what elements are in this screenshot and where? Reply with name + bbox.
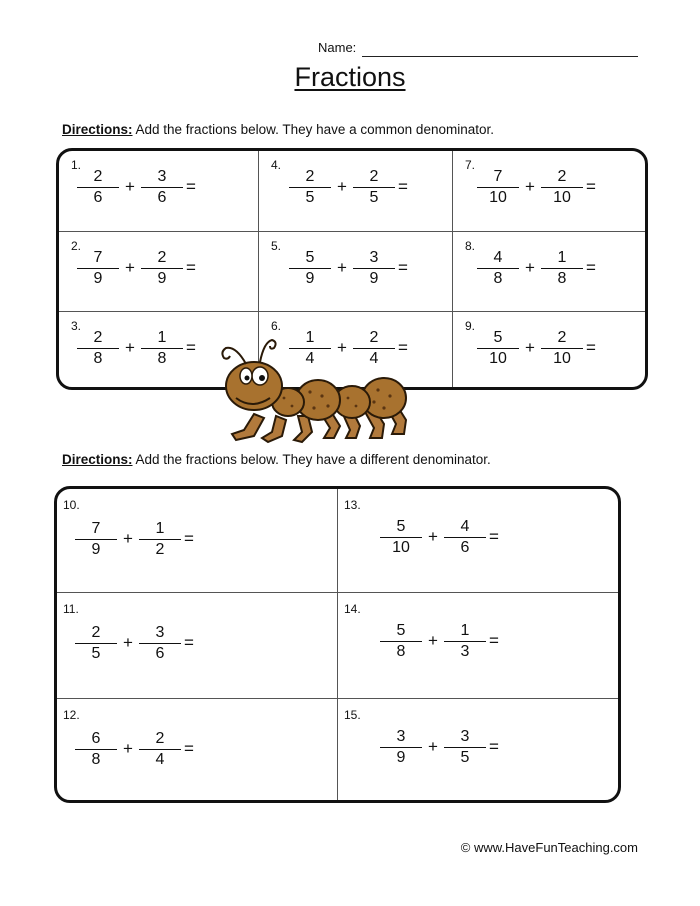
directions-1 <box>62 122 494 137</box>
problem-cell <box>338 489 618 593</box>
problem-cell <box>338 699 618 800</box>
fraction <box>353 167 395 207</box>
fraction-expression <box>380 621 532 661</box>
problem-number: 7. <box>465 158 476 172</box>
fraction <box>444 517 486 557</box>
numerator: 7 <box>93 249 103 266</box>
denominator: 3 <box>460 643 470 660</box>
fraction <box>541 248 583 288</box>
answer-blank[interactable] <box>199 258 229 278</box>
problem-cell <box>57 489 338 593</box>
answer-blank[interactable] <box>197 529 227 549</box>
denominator: 6 <box>157 189 167 206</box>
equals-sign: = <box>398 177 408 196</box>
fraction <box>77 248 119 288</box>
numerator: 2 <box>369 168 379 185</box>
fraction-expression <box>75 519 227 559</box>
problem-number: 1. <box>71 158 82 172</box>
answer-blank[interactable] <box>599 177 629 197</box>
fraction-expression <box>289 167 441 207</box>
fraction-expression <box>380 517 532 557</box>
answer-blank[interactable] <box>599 258 629 278</box>
numerator: 2 <box>305 168 315 185</box>
numerator: 2 <box>91 624 101 641</box>
plus-sign: + <box>525 177 535 196</box>
numerator: 2 <box>93 329 103 346</box>
plus-sign: + <box>123 633 133 652</box>
denominator: 8 <box>93 350 103 367</box>
numerator: 4 <box>493 249 503 266</box>
numerator: 5 <box>305 249 315 266</box>
denominator: 10 <box>553 350 571 367</box>
denominator: 5 <box>91 645 101 662</box>
numerator: 2 <box>155 730 165 747</box>
plus-sign: + <box>337 177 347 196</box>
denominator: 2 <box>155 541 165 558</box>
numerator: 2 <box>557 329 567 346</box>
fraction <box>75 623 117 663</box>
numerator: 1 <box>157 329 167 346</box>
denominator: 8 <box>157 350 167 367</box>
numerator: 7 <box>493 168 503 185</box>
fraction <box>141 328 183 368</box>
plus-sign: + <box>125 258 135 277</box>
fraction <box>477 328 519 368</box>
equals-sign: = <box>184 739 194 758</box>
page-title: Fractions <box>294 62 406 92</box>
denominator: 4 <box>369 350 379 367</box>
numerator: 5 <box>396 622 406 639</box>
copyright-footer: © www.HaveFunTeaching.com <box>460 840 638 855</box>
name-input-line[interactable] <box>362 56 638 57</box>
fraction <box>477 167 519 207</box>
equals-sign: = <box>184 633 194 652</box>
fraction <box>289 248 331 288</box>
plus-sign: + <box>123 739 133 758</box>
plus-sign: + <box>428 737 438 756</box>
problem-number: 5. <box>271 239 282 253</box>
numerator: 2 <box>93 168 103 185</box>
fraction <box>541 328 583 368</box>
denominator: 9 <box>93 270 103 287</box>
equals-sign: = <box>186 177 196 196</box>
plus-sign: + <box>125 338 135 357</box>
denominator: 5 <box>369 189 379 206</box>
numerator: 5 <box>493 329 503 346</box>
numerator: 1 <box>460 622 470 639</box>
problem-number: 10. <box>63 498 80 512</box>
denominator: 10 <box>553 189 571 206</box>
name-label: Name: <box>318 40 357 55</box>
answer-blank[interactable] <box>411 338 441 358</box>
problem-number: 12. <box>63 708 80 722</box>
fraction <box>380 727 422 767</box>
equals-sign: = <box>398 258 408 277</box>
denominator: 9 <box>157 270 167 287</box>
plus-sign: + <box>337 258 347 277</box>
fraction <box>141 167 183 207</box>
denominator: 4 <box>155 751 165 768</box>
fraction-expression <box>77 167 229 207</box>
fraction <box>477 248 519 288</box>
numerator: 6 <box>91 730 101 747</box>
fraction <box>380 621 422 661</box>
denominator: 5 <box>305 189 315 206</box>
problem-number: 3. <box>71 319 82 333</box>
denominator: 10 <box>489 189 507 206</box>
equals-sign: = <box>489 631 499 650</box>
equals-sign: = <box>586 258 596 277</box>
denominator: 8 <box>557 270 567 287</box>
fraction-expression <box>77 328 229 368</box>
denominator: 10 <box>489 350 507 367</box>
answer-blank[interactable] <box>599 338 629 358</box>
directions-1-text: Add the fractions below. They have a common denominator. <box>132 122 494 137</box>
fraction-expression <box>477 167 629 207</box>
numerator: 1 <box>557 249 567 266</box>
problem-cell <box>453 232 645 312</box>
problem-cell <box>59 232 259 312</box>
equals-sign: = <box>186 258 196 277</box>
numerator: 1 <box>155 520 165 537</box>
fraction <box>75 519 117 559</box>
problem-number: 9. <box>465 319 476 333</box>
fraction <box>444 621 486 661</box>
problem-cell <box>57 699 338 800</box>
answer-blank[interactable] <box>502 631 532 651</box>
problem-cell <box>57 593 338 699</box>
problem-cell <box>453 151 645 232</box>
numerator: 2 <box>157 249 167 266</box>
fraction <box>444 727 486 767</box>
fraction <box>141 248 183 288</box>
problem-number: 14. <box>344 602 361 616</box>
denominator: 8 <box>91 751 101 768</box>
denominator: 9 <box>369 270 379 287</box>
problem-cell <box>453 312 645 387</box>
fraction <box>139 623 181 663</box>
answer-blank[interactable] <box>199 177 229 197</box>
denominator: 9 <box>91 541 101 558</box>
problem-number: 8. <box>465 239 476 253</box>
answer-blank[interactable] <box>502 737 532 757</box>
plus-sign: + <box>123 529 133 548</box>
fraction <box>541 167 583 207</box>
directions-2-text: Add the fractions below. They have a different denominator. <box>132 452 491 467</box>
plus-sign: + <box>337 338 347 357</box>
numerator: 3 <box>460 728 470 745</box>
equals-sign: = <box>489 737 499 756</box>
equals-sign: = <box>398 338 408 357</box>
denominator: 9 <box>305 270 315 287</box>
denominator: 4 <box>305 350 315 367</box>
directions-2-label: Directions: <box>62 452 133 467</box>
problem-number: 6. <box>271 319 282 333</box>
fraction-expression <box>477 248 629 288</box>
numerator: 3 <box>396 728 406 745</box>
numerator: 2 <box>369 329 379 346</box>
denominator: 8 <box>493 270 503 287</box>
answer-blank[interactable] <box>411 258 441 278</box>
fraction <box>289 167 331 207</box>
denominator: 9 <box>396 749 406 766</box>
problem-number: 15. <box>344 708 361 722</box>
numerator: 7 <box>91 520 101 537</box>
problem-cell <box>259 232 453 312</box>
numerator: 5 <box>396 518 406 535</box>
fraction-expression <box>380 727 532 767</box>
fraction <box>77 167 119 207</box>
problem-number: 13. <box>344 498 361 512</box>
answer-blank[interactable] <box>411 177 441 197</box>
problem-cell <box>59 151 259 232</box>
problem-cell <box>259 151 453 232</box>
plus-sign: + <box>525 338 535 357</box>
answer-blank[interactable] <box>197 739 227 759</box>
problem-number: 2. <box>71 239 82 253</box>
denominator: 8 <box>396 643 406 660</box>
numerator: 2 <box>557 168 567 185</box>
plus-sign: + <box>428 527 438 546</box>
denominator: 6 <box>460 539 470 556</box>
problem-grid-2 <box>57 489 618 800</box>
denominator: 5 <box>460 749 470 766</box>
different-denominator-box <box>54 486 621 803</box>
fraction-expression <box>75 623 227 663</box>
plus-sign: + <box>125 177 135 196</box>
problem-number: 11. <box>63 602 79 616</box>
plus-sign: + <box>525 258 535 277</box>
directions-1-label: Directions: <box>62 122 133 137</box>
answer-blank[interactable] <box>197 633 227 653</box>
equals-sign: = <box>586 338 596 357</box>
equals-sign: = <box>489 527 499 546</box>
fraction-expression <box>289 248 441 288</box>
fraction <box>77 328 119 368</box>
equals-sign: = <box>586 177 596 196</box>
directions-2 <box>62 452 491 467</box>
equals-sign: = <box>186 338 196 357</box>
numerator: 3 <box>155 624 165 641</box>
fraction-expression <box>477 328 629 368</box>
numerator: 3 <box>369 249 379 266</box>
problem-number: 4. <box>271 158 282 172</box>
fraction-expression <box>77 248 229 288</box>
fraction <box>380 517 422 557</box>
fraction <box>75 729 117 769</box>
fraction <box>139 729 181 769</box>
denominator: 6 <box>155 645 165 662</box>
plus-sign: + <box>428 631 438 650</box>
ant-illustration-icon <box>214 326 414 448</box>
fraction <box>139 519 181 559</box>
fraction <box>353 248 395 288</box>
numerator: 1 <box>305 329 315 346</box>
numerator: 3 <box>157 168 167 185</box>
denominator: 6 <box>93 189 103 206</box>
problem-cell <box>338 593 618 699</box>
equals-sign: = <box>184 529 194 548</box>
fraction-expression <box>75 729 227 769</box>
denominator: 10 <box>392 539 410 556</box>
numerator: 4 <box>460 518 470 535</box>
answer-blank[interactable] <box>502 527 532 547</box>
